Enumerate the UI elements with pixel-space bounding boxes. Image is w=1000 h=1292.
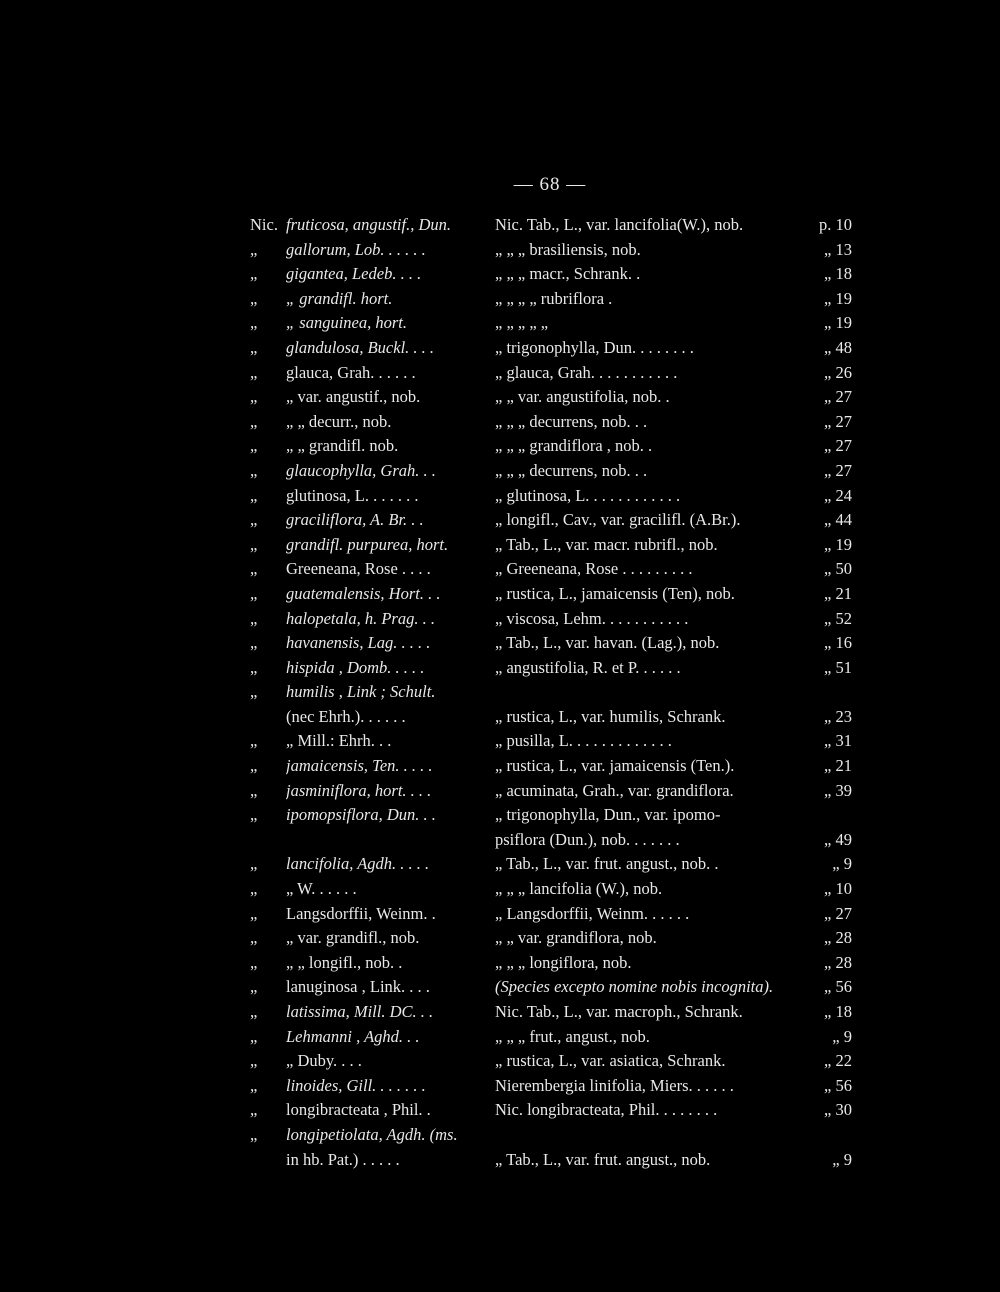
page-reference: „ 56 — [824, 1075, 852, 1095]
accepted-name: „ „ „ decurrens, nob. . . — [495, 460, 648, 480]
accepted-name: (Species excepto nomine nobis incognita). — [495, 977, 774, 997]
index-row — [250, 385, 870, 410]
index-row — [250, 434, 870, 459]
accepted-name: „ „ var. angustifolia, nob. . — [495, 387, 670, 407]
row-prefix: „ — [250, 1075, 258, 1095]
row-prefix: „ — [250, 1026, 258, 1046]
accepted-name: „ „ „ „ rubriflora . — [495, 288, 613, 308]
row-prefix: „ — [250, 756, 258, 776]
accepted-name: psiflora (Dun.), nob. . . . . . . — [495, 829, 680, 849]
accepted-name: „ glutinosa, L. . . . . . . . . . . . — [495, 485, 681, 505]
index-row — [250, 262, 870, 287]
index-row — [250, 582, 870, 607]
index-row — [250, 238, 870, 263]
accepted-name: „ trigonophylla, Dun., var. ipomo- — [495, 805, 721, 825]
old-name: glauca, Grah. . . . . . — [286, 362, 416, 382]
old-name: hispida , Domb. . . . . — [286, 657, 425, 677]
old-name: „ „ grandifl. nob. — [286, 436, 399, 456]
row-prefix: „ — [250, 264, 258, 284]
index-row — [250, 557, 870, 582]
page-reference: „ 52 — [824, 608, 852, 628]
old-name: graciliflora, A. Br. . . — [286, 510, 424, 530]
page-reference: „ 9 — [832, 1149, 852, 1169]
row-prefix: „ — [250, 534, 258, 554]
page-reference: „ 27 — [824, 460, 852, 480]
index-row — [250, 631, 870, 656]
page-reference: „ 27 — [824, 411, 852, 431]
page-reference: „ 16 — [824, 633, 852, 653]
page-reference: „ 19 — [824, 313, 852, 333]
old-name: „ sanguinea, hort. — [286, 313, 408, 333]
index-row — [250, 828, 870, 853]
accepted-name: „ Tab., L., var. havan. (Lag.), nob. — [495, 633, 720, 653]
page-reference: p. 10 — [819, 215, 852, 234]
accepted-name: „ „ „ decurrens, nob. . . — [495, 411, 648, 431]
page-reference: „ 27 — [824, 436, 852, 456]
row-prefix: „ — [250, 854, 258, 874]
accepted-name: „ trigonophylla, Dun. . . . . . . . — [495, 337, 694, 357]
accepted-name: „ Greeneana, Rose . . . . . . . . . — [495, 559, 693, 579]
row-prefix: „ — [250, 313, 258, 333]
accepted-name: „ rustica, L., var. humilis, Schrank. — [495, 706, 726, 726]
index-row — [250, 680, 870, 705]
accepted-name: „ rustica, L., var. asiatica, Schrank. — [495, 1051, 726, 1071]
page-reference: „ 48 — [824, 337, 852, 357]
index-row — [250, 705, 870, 730]
old-name: humilis , Link ; Schult. — [286, 682, 436, 702]
row-prefix: „ — [250, 952, 258, 972]
row-prefix: „ — [250, 510, 258, 530]
old-name: „ Duby. . . . — [286, 1051, 362, 1071]
old-name: glandulosa, Buckl. . . . — [286, 337, 435, 357]
index-row — [250, 779, 870, 804]
row-prefix: „ — [250, 583, 258, 603]
page-reference: „ 39 — [824, 780, 852, 800]
page-reference: „ 30 — [824, 1100, 852, 1120]
index-row — [250, 459, 870, 484]
accepted-name: Nic. Tab., L., var. lancifolia(W.), nob. — [495, 215, 744, 234]
row-prefix: „ — [250, 1002, 258, 1021]
index-row — [250, 729, 870, 754]
row-prefix: „ — [250, 633, 258, 653]
accepted-name: „ viscosa, Lehm. . . . . . . . . . . — [495, 608, 689, 628]
page-reference: „ 50 — [824, 559, 852, 579]
accepted-name: „ longifl., Cav., var. gracilifl. (A.Br.). — [495, 510, 741, 530]
synonym-index — [250, 213, 870, 1172]
page-reference: „ 21 — [824, 756, 852, 776]
old-name: „ W. . . . . . — [286, 879, 357, 899]
index-row — [250, 1148, 870, 1173]
row-prefix: „ — [250, 1124, 258, 1144]
old-name: grandifl. purpurea, hort. — [286, 534, 449, 554]
row-prefix: „ — [250, 1100, 258, 1120]
index-row — [250, 508, 870, 533]
page-reference: „ 24 — [824, 485, 852, 505]
accepted-name: Nic. Tab., L., var. macroph., Schrank. — [495, 1002, 743, 1021]
old-name: jasminiflora, hort. . . . — [286, 780, 432, 800]
row-prefix: „ — [250, 682, 258, 702]
row-prefix: „ — [250, 436, 258, 456]
page-reference: „ 27 — [824, 903, 852, 923]
page-reference: „ 21 — [824, 583, 852, 603]
old-name: lancifolia, Agdh. . . . . — [286, 854, 430, 874]
page-reference: „ 31 — [824, 731, 852, 751]
old-name: „ var. grandifl., nob. — [286, 928, 420, 948]
index-row — [250, 336, 870, 361]
row-prefix: „ — [250, 608, 258, 628]
old-name: Lehmanni , Aghd. . . — [286, 1026, 420, 1046]
index-row — [250, 484, 870, 509]
accepted-name: „ „ „ lancifolia (W.), nob. — [495, 879, 663, 899]
accepted-name: Nic. longibracteata, Phil. . . . . . . . — [495, 1100, 718, 1120]
page-reference: „ 13 — [824, 239, 852, 259]
accepted-name: „ „ var. grandiflora, nob. — [495, 928, 657, 948]
page-reference: „ 51 — [824, 657, 852, 677]
index-row — [250, 926, 870, 951]
accepted-name: „ rustica, L., jamaicensis (Ten), nob. — [495, 583, 735, 603]
accepted-name: „ Tab., L., var. frut. angust., nob. — [495, 1149, 711, 1169]
old-name: „ var. angustif., nob. — [286, 387, 421, 407]
index-row — [250, 852, 870, 877]
page-reference: „ 10 — [824, 879, 852, 899]
old-name: havanensis, Lag. . . . . — [286, 633, 431, 653]
row-prefix: „ — [250, 411, 258, 431]
index-row — [250, 803, 870, 828]
page-reference: „ 28 — [824, 952, 852, 972]
page-reference: „ 19 — [824, 534, 852, 554]
index-row — [250, 213, 870, 238]
page-reference: „ 19 — [824, 288, 852, 308]
page-reference: „ 56 — [824, 977, 852, 997]
index-row — [250, 311, 870, 336]
index-row — [250, 877, 870, 902]
accepted-name: „ glauca, Grah. . . . . . . . . . . — [495, 362, 678, 382]
old-name: jamaicensis, Ten. . . . . — [286, 756, 433, 776]
old-name: glaucophylla, Grah. . . — [286, 460, 436, 480]
row-prefix: „ — [250, 879, 258, 899]
index-row — [250, 410, 870, 435]
index-row — [250, 361, 870, 386]
index-row — [250, 607, 870, 632]
accepted-name: „ „ „ macr., Schrank. . — [495, 264, 641, 284]
old-name: „ „ decurr., nob. — [286, 411, 392, 431]
page-reference: „ 18 — [824, 1002, 852, 1021]
index-row — [250, 1098, 870, 1123]
page-reference: „ 23 — [824, 706, 852, 726]
index-row — [250, 1000, 870, 1025]
old-name: fruticosa, angustif., Dun. — [286, 215, 452, 234]
page-reference: „ 26 — [824, 362, 852, 382]
row-prefix: „ — [250, 288, 258, 308]
accepted-name: „ „ „ „ „ — [495, 313, 549, 333]
old-name: in hb. Pat.) . . . . . — [286, 1149, 400, 1169]
row-prefix: „ — [250, 239, 258, 259]
row-prefix: „ — [250, 387, 258, 407]
accepted-name: „ „ „ longiflora, nob. — [495, 952, 632, 972]
row-prefix: „ — [250, 805, 258, 825]
page-reference: „ 49 — [824, 829, 852, 849]
old-name: „ Mill.: Ehrh. . . — [286, 731, 392, 751]
index-row — [250, 1025, 870, 1050]
accepted-name: „ rustica, L., var. jamaicensis (Ten.). — [495, 756, 735, 776]
old-name: (nec Ehrh.). . . . . . — [286, 706, 406, 726]
row-prefix: „ — [250, 559, 258, 579]
index-row — [250, 902, 870, 927]
row-prefix: „ — [250, 657, 258, 677]
row-prefix: „ — [250, 485, 258, 505]
index-row — [250, 754, 870, 779]
index-row — [250, 951, 870, 976]
page-reference: „ 28 — [824, 928, 852, 948]
old-name: halopetala, h. Prag. . . — [286, 608, 435, 628]
row-prefix: „ — [250, 928, 258, 948]
page-reference: „ 9 — [832, 854, 852, 874]
accepted-name: „ Langsdorffii, Weinm. . . . . . — [495, 903, 690, 923]
accepted-name: „ angustifolia, R. et P. . . . . . — [495, 657, 681, 677]
row-prefix: „ — [250, 362, 258, 382]
index-row — [250, 1049, 870, 1074]
row-prefix: „ — [250, 337, 258, 357]
old-name: Greeneana, Rose . . . . — [286, 559, 431, 579]
accepted-name: „ acuminata, Grah., var. grandiflora. — [495, 780, 734, 800]
accepted-name: „ „ „ grandiflora , nob. . — [495, 436, 653, 456]
accepted-name: „ „ „ frut., angust., nob. — [495, 1026, 650, 1046]
old-name: Langsdorffii, Weinm. . — [286, 903, 436, 923]
page-reference: „ 9 — [832, 1026, 852, 1046]
row-prefix: „ — [250, 903, 258, 923]
row-prefix: „ — [250, 1051, 258, 1071]
old-name: ipomopsiflora, Dun. . . — [286, 805, 436, 825]
index-row — [250, 533, 870, 558]
index-row — [250, 975, 870, 1000]
index-row — [250, 656, 870, 681]
row-prefix: „ — [250, 731, 258, 751]
old-name: linoides, Gill. . . . . . . — [286, 1075, 426, 1095]
old-name: guatemalensis, Hort. . . — [286, 583, 441, 603]
old-name: gigantea, Ledeb. . . . — [286, 264, 422, 284]
accepted-name: „ Tab., L., var. macr. rubrifl., nob. — [495, 534, 718, 554]
row-prefix: „ — [250, 780, 258, 800]
page-reference: „ 27 — [824, 387, 852, 407]
page-reference: „ 44 — [824, 510, 852, 530]
index-row — [250, 1123, 870, 1148]
old-name: „ grandifl. hort. — [286, 288, 393, 308]
old-name: longipetiolata, Agdh. (ms. — [286, 1124, 458, 1144]
page-reference: „ 18 — [824, 264, 852, 284]
accepted-name: Nierembergia linifolia, Miers. . . . . . — [495, 1075, 734, 1095]
index-row — [250, 287, 870, 312]
old-name: glutinosa, L. . . . . . . — [286, 485, 419, 505]
page-reference: „ 22 — [824, 1051, 852, 1071]
old-name: lanuginosa , Link. . . . — [286, 977, 430, 997]
page-number: — 68 — — [513, 174, 587, 195]
accepted-name: „ pusilla, L. . . . . . . . . . . . . — [495, 731, 672, 751]
index-row — [250, 1074, 870, 1099]
old-name: longibracteata , Phil. . — [286, 1100, 431, 1120]
accepted-name: „ „ „ brasiliensis, nob. — [495, 239, 641, 259]
old-name: gallorum, Lob. . . . . . — [286, 239, 426, 259]
accepted-name: „ Tab., L., var. frut. angust., nob. . — [495, 854, 719, 874]
row-prefix: „ — [250, 460, 258, 480]
row-prefix: „ — [250, 977, 258, 997]
old-name: latissima, Mill. DC. . . — [286, 1002, 434, 1021]
old-name: „ „ longifl., nob. . — [286, 952, 403, 972]
row-prefix: Nic. — [250, 215, 278, 234]
